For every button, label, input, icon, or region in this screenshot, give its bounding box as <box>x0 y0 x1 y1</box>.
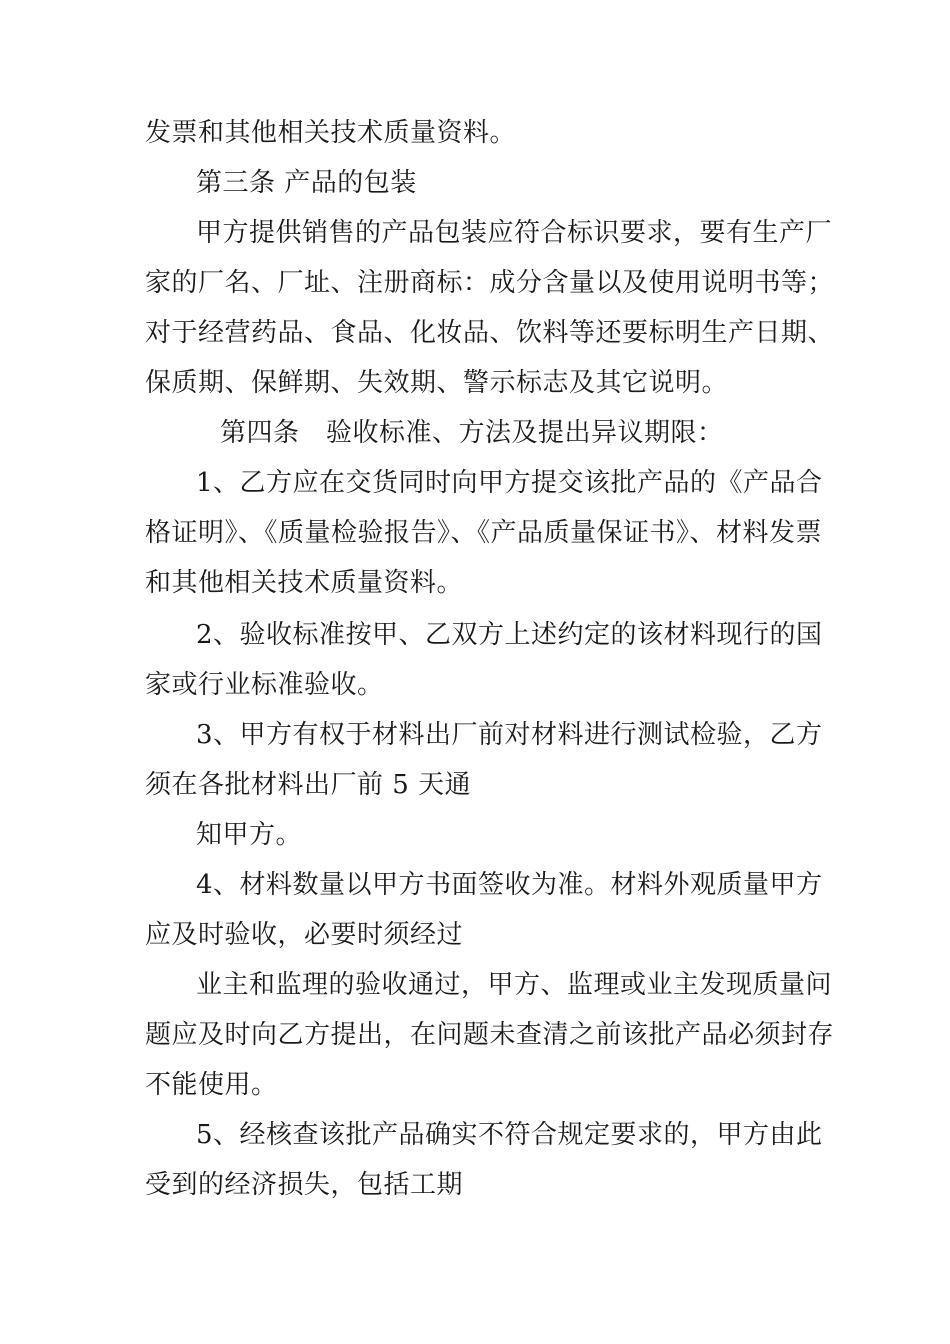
text-line: 3、甲方有权于材料出厂前对材料进行测试检验，乙方 <box>196 720 823 750</box>
text-line: 格证明》、《质量检验报告》、《产品质量保证书》、材料发票 <box>145 518 823 548</box>
text-line: 2、验收标准按甲、乙双方上述约定的该材料现行的国 <box>196 620 823 650</box>
section-heading: 第四条 验收标准、方法及提出异议期限： <box>220 418 724 448</box>
text-line: 5、经核查该批产品确实不符合规定要求的，甲方由此 <box>196 1120 823 1150</box>
section-heading: 第三条 产品的包装 <box>196 168 417 198</box>
text-line: 业主和监理的验收通过，甲方、监理或业主发现质量问 <box>196 970 833 1000</box>
text-line: 应及时验收，必要时须经过 <box>145 920 464 950</box>
text-line: 家的厂名、厂址、注册商标：成分含量以及使用说明书等； <box>145 268 835 298</box>
text-line: 对于经营药品、食品、化妆品、饮料等还要标明生产日期、 <box>145 318 835 348</box>
text-line: 家或行业标准验收。 <box>145 670 384 700</box>
text-line: 1、乙方应在交货同时向甲方提交该批产品的《产品合 <box>196 468 823 498</box>
text-line: 保质期、保鲜期、失效期、警示标志及其它说明。 <box>145 368 729 398</box>
text-line: 和其他相关技术质量资料。 <box>145 568 464 598</box>
text-line: 须在各批材料出厂前 5 天通 <box>145 770 472 800</box>
text-line: 题应及时向乙方提出，在问题未查清之前该批产品必须封存 <box>145 1020 835 1050</box>
text-line: 不能使用。 <box>145 1070 278 1100</box>
text-line: 甲方提供销售的产品包装应符合标识要求，要有生产厂 <box>196 218 833 248</box>
text-line: 受到的经济损失，包括工期 <box>145 1170 464 1200</box>
text-line: 发票和其他相关技术质量资料。 <box>145 118 517 148</box>
text-line: 知甲方。 <box>196 820 303 850</box>
text-line: 4、材料数量以甲方书面签收为准。材料外观质量甲方 <box>196 870 823 900</box>
